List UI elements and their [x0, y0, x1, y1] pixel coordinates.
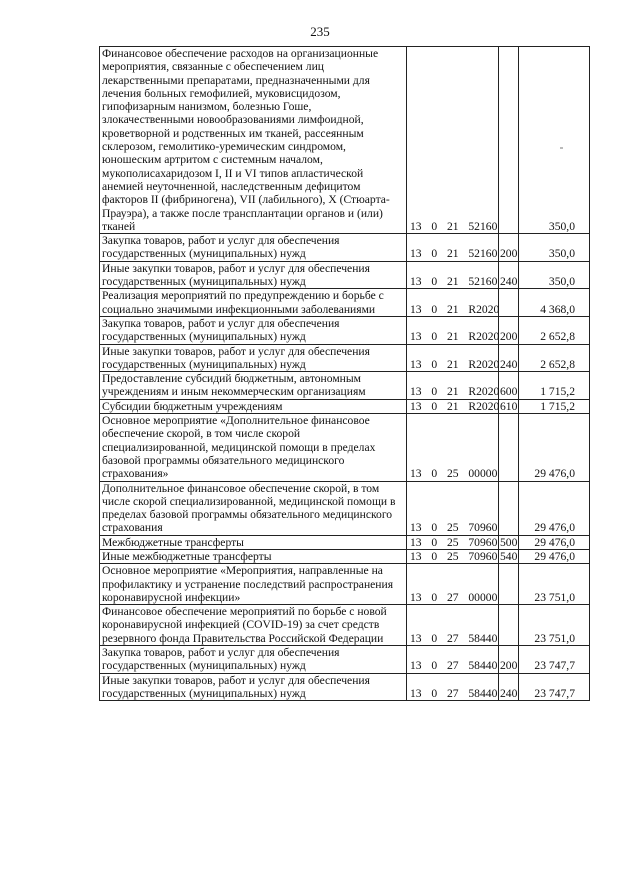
row-vr-cell: 200 — [499, 316, 519, 344]
row-name-cell: Иные закупки товаров, работ и услуг для обеспечения государственных (муниципальных) нужд — [100, 673, 407, 701]
row-amount-cell: 350,0 — [519, 261, 590, 289]
row-amount-cell: 350,0 — [519, 234, 590, 262]
row-name-cell: Субсидии бюджетным учреждениям — [100, 399, 407, 413]
row-code-cell: 13 0 21 R2020 — [407, 289, 499, 317]
table-row — [100, 414, 590, 481]
table-row — [100, 646, 590, 674]
row-vr-cell — [499, 605, 519, 646]
row-name-cell: Предоставление субсидий бюджетным, автономным учреждениям и иным некоммерческим организациям — [100, 372, 407, 400]
row-vr-cell: 200 — [499, 646, 519, 674]
row-name-cell: Дополнительное финансовое обеспечение скорой, в том числе скорой специализированной, медицинской помощи в пределах базовой программы обязательного медицинского страхования — [100, 481, 407, 535]
row-vr-cell — [499, 414, 519, 481]
row-amount-cell: 29 476,0 — [519, 535, 590, 549]
row-vr-cell: 240 — [499, 261, 519, 289]
row-vr-cell: 500 — [500, 535, 518, 549]
table-row — [100, 535, 590, 549]
table-row — [100, 399, 590, 413]
row-amount-cell: 23 751,0 — [519, 605, 590, 646]
row-code-cell: 13 0 25 70960 — [407, 481, 499, 535]
table-row — [100, 605, 590, 646]
row-vr-cell: 600 — [499, 372, 519, 400]
table-row — [100, 344, 590, 372]
row-amount-cell: 2 652,8 — [519, 316, 590, 344]
row-vr-cell: 240 — [499, 344, 519, 372]
table-row — [100, 234, 590, 262]
page-number: 235 — [310, 24, 330, 39]
budget-table — [99, 46, 590, 701]
row-code-cell: 13 0 25 70960 — [407, 535, 499, 549]
row-code-cell: 13 0 21 52160 — [407, 234, 499, 262]
row-code-cell: 13 0 21 R2020 — [407, 316, 499, 344]
table-row — [100, 372, 590, 400]
row-code-cell: 13 0 21 52160 — [407, 47, 499, 234]
row-code-cell: 13 0 25 00000 — [407, 414, 499, 481]
row-vr-cell — [499, 481, 519, 535]
table-row — [100, 564, 590, 605]
table-row — [100, 549, 590, 563]
budget-table-body — [100, 47, 590, 701]
row-code-cell: 13 0 25 70960 — [407, 549, 499, 563]
row-vr-cell: 610 — [500, 399, 518, 413]
row-code-cell: 13 0 21 52160 — [407, 261, 499, 289]
row-name-cell: Иные закупки товаров, работ и услуг для обеспечения государственных (муниципальных) нужд — [100, 261, 407, 289]
row-amount-cell: 1 715,2 — [519, 399, 590, 413]
row-name-cell: Межбюджетные трансферты — [100, 535, 407, 549]
row-amount-cell: 23 747,7 — [519, 673, 590, 701]
row-name-cell: Закупка товаров, работ и услуг для обеспечения государственных (муниципальных) нужд — [100, 316, 407, 344]
row-vr-cell — [499, 564, 519, 605]
row-vr-cell: 540 — [500, 549, 518, 563]
row-code-cell: 13 0 21 R2020 — [407, 399, 499, 413]
row-code-cell: 13 0 27 00000 — [407, 564, 499, 605]
row-name-cell: Реализация мероприятий по предупреждению и борьбе с социально значимыми инфекционными заболеваниями — [100, 289, 407, 317]
row-vr-cell — [499, 289, 519, 317]
row-vr-cell: 200 — [499, 234, 519, 262]
row-amount-cell: 29 476,0 — [519, 481, 590, 535]
row-amount-cell: 23 751,0 — [519, 564, 590, 605]
row-amount-cell: 29 476,0 — [519, 549, 590, 563]
row-name-cell: Иные межбюджетные трансферты — [100, 549, 407, 563]
row-amount-cell: 4 368,0 — [519, 289, 590, 317]
row-code-cell: 13 0 27 58440 — [407, 673, 499, 701]
table-row — [100, 47, 590, 234]
row-code-cell: 13 0 21 R2020 — [407, 372, 499, 400]
row-name-cell: Основное мероприятие «Мероприятия, направленные на профилактику и устранение последствий распространения коронавирусной инфекции» — [100, 564, 407, 605]
row-name-cell: Финансовое обеспечение расходов на организационные мероприятия, связанные с обеспечением лиц лекарственными препаратами, предназначенными для лечения больных гемофилией, муковисцидозом, гипофизарным нанизмом, болезнью Гоше, злокачественными новообразованиями лимфоидной, кроветворной и родственных им тканей, рассеянным склерозом, гемолитико-уремическим синдромом, юношеским артритом с системным началом, мукополисахаридозом I, II и VI типов апластической анемией неуточненной, наследственным дефицитом факторов II (фибриногена), VII (лабильного), X (Стюарта-Прауэра), а также после трансплантации органов и (или) тканей — [100, 47, 407, 234]
table-row — [100, 261, 590, 289]
row-amount-cell: 1 715,2 — [519, 372, 590, 400]
row-amount-cell: 2 652,8 — [519, 344, 590, 372]
row-name-cell: Основное мероприятие «Дополнительное финансовое обеспечение скорой, в том числе скорой специализированной, медицинской помощи в пределах базовой программы обязательного медицинского страхования» — [100, 414, 407, 481]
row-name-cell: Иные закупки товаров, работ и услуг для обеспечения государственных (муниципальных) нужд — [100, 344, 407, 372]
table-row — [100, 316, 590, 344]
row-amount-cell: 23 747,7 — [519, 646, 590, 674]
row-name-cell: Финансовое обеспечение мероприятий по борьбе с новой коронавирусной инфекцией (COVID-19) за счет средств резервного фонда Правительства Российской Федерации — [100, 605, 407, 646]
row-name-cell: Закупка товаров, работ и услуг для обеспечения государственных (муниципальных) нужд — [100, 646, 407, 674]
table-row — [100, 289, 590, 317]
row-amount-cell: 29 476,0 — [519, 414, 590, 481]
row-name-cell: Закупка товаров, работ и услуг для обеспечения государственных (муниципальных) нужд — [100, 234, 407, 262]
row-code-cell: 13 0 27 58440 — [407, 646, 499, 674]
row-code-cell: 13 0 27 58440 — [407, 605, 499, 646]
table-row — [100, 673, 590, 701]
table-row — [100, 481, 590, 535]
row-vr-cell — [499, 47, 519, 234]
row-vr-cell: 240 — [499, 673, 519, 701]
row-code-cell: 13 0 21 R2020 — [407, 344, 499, 372]
row-amount-cell: 350,0 — [519, 47, 590, 234]
